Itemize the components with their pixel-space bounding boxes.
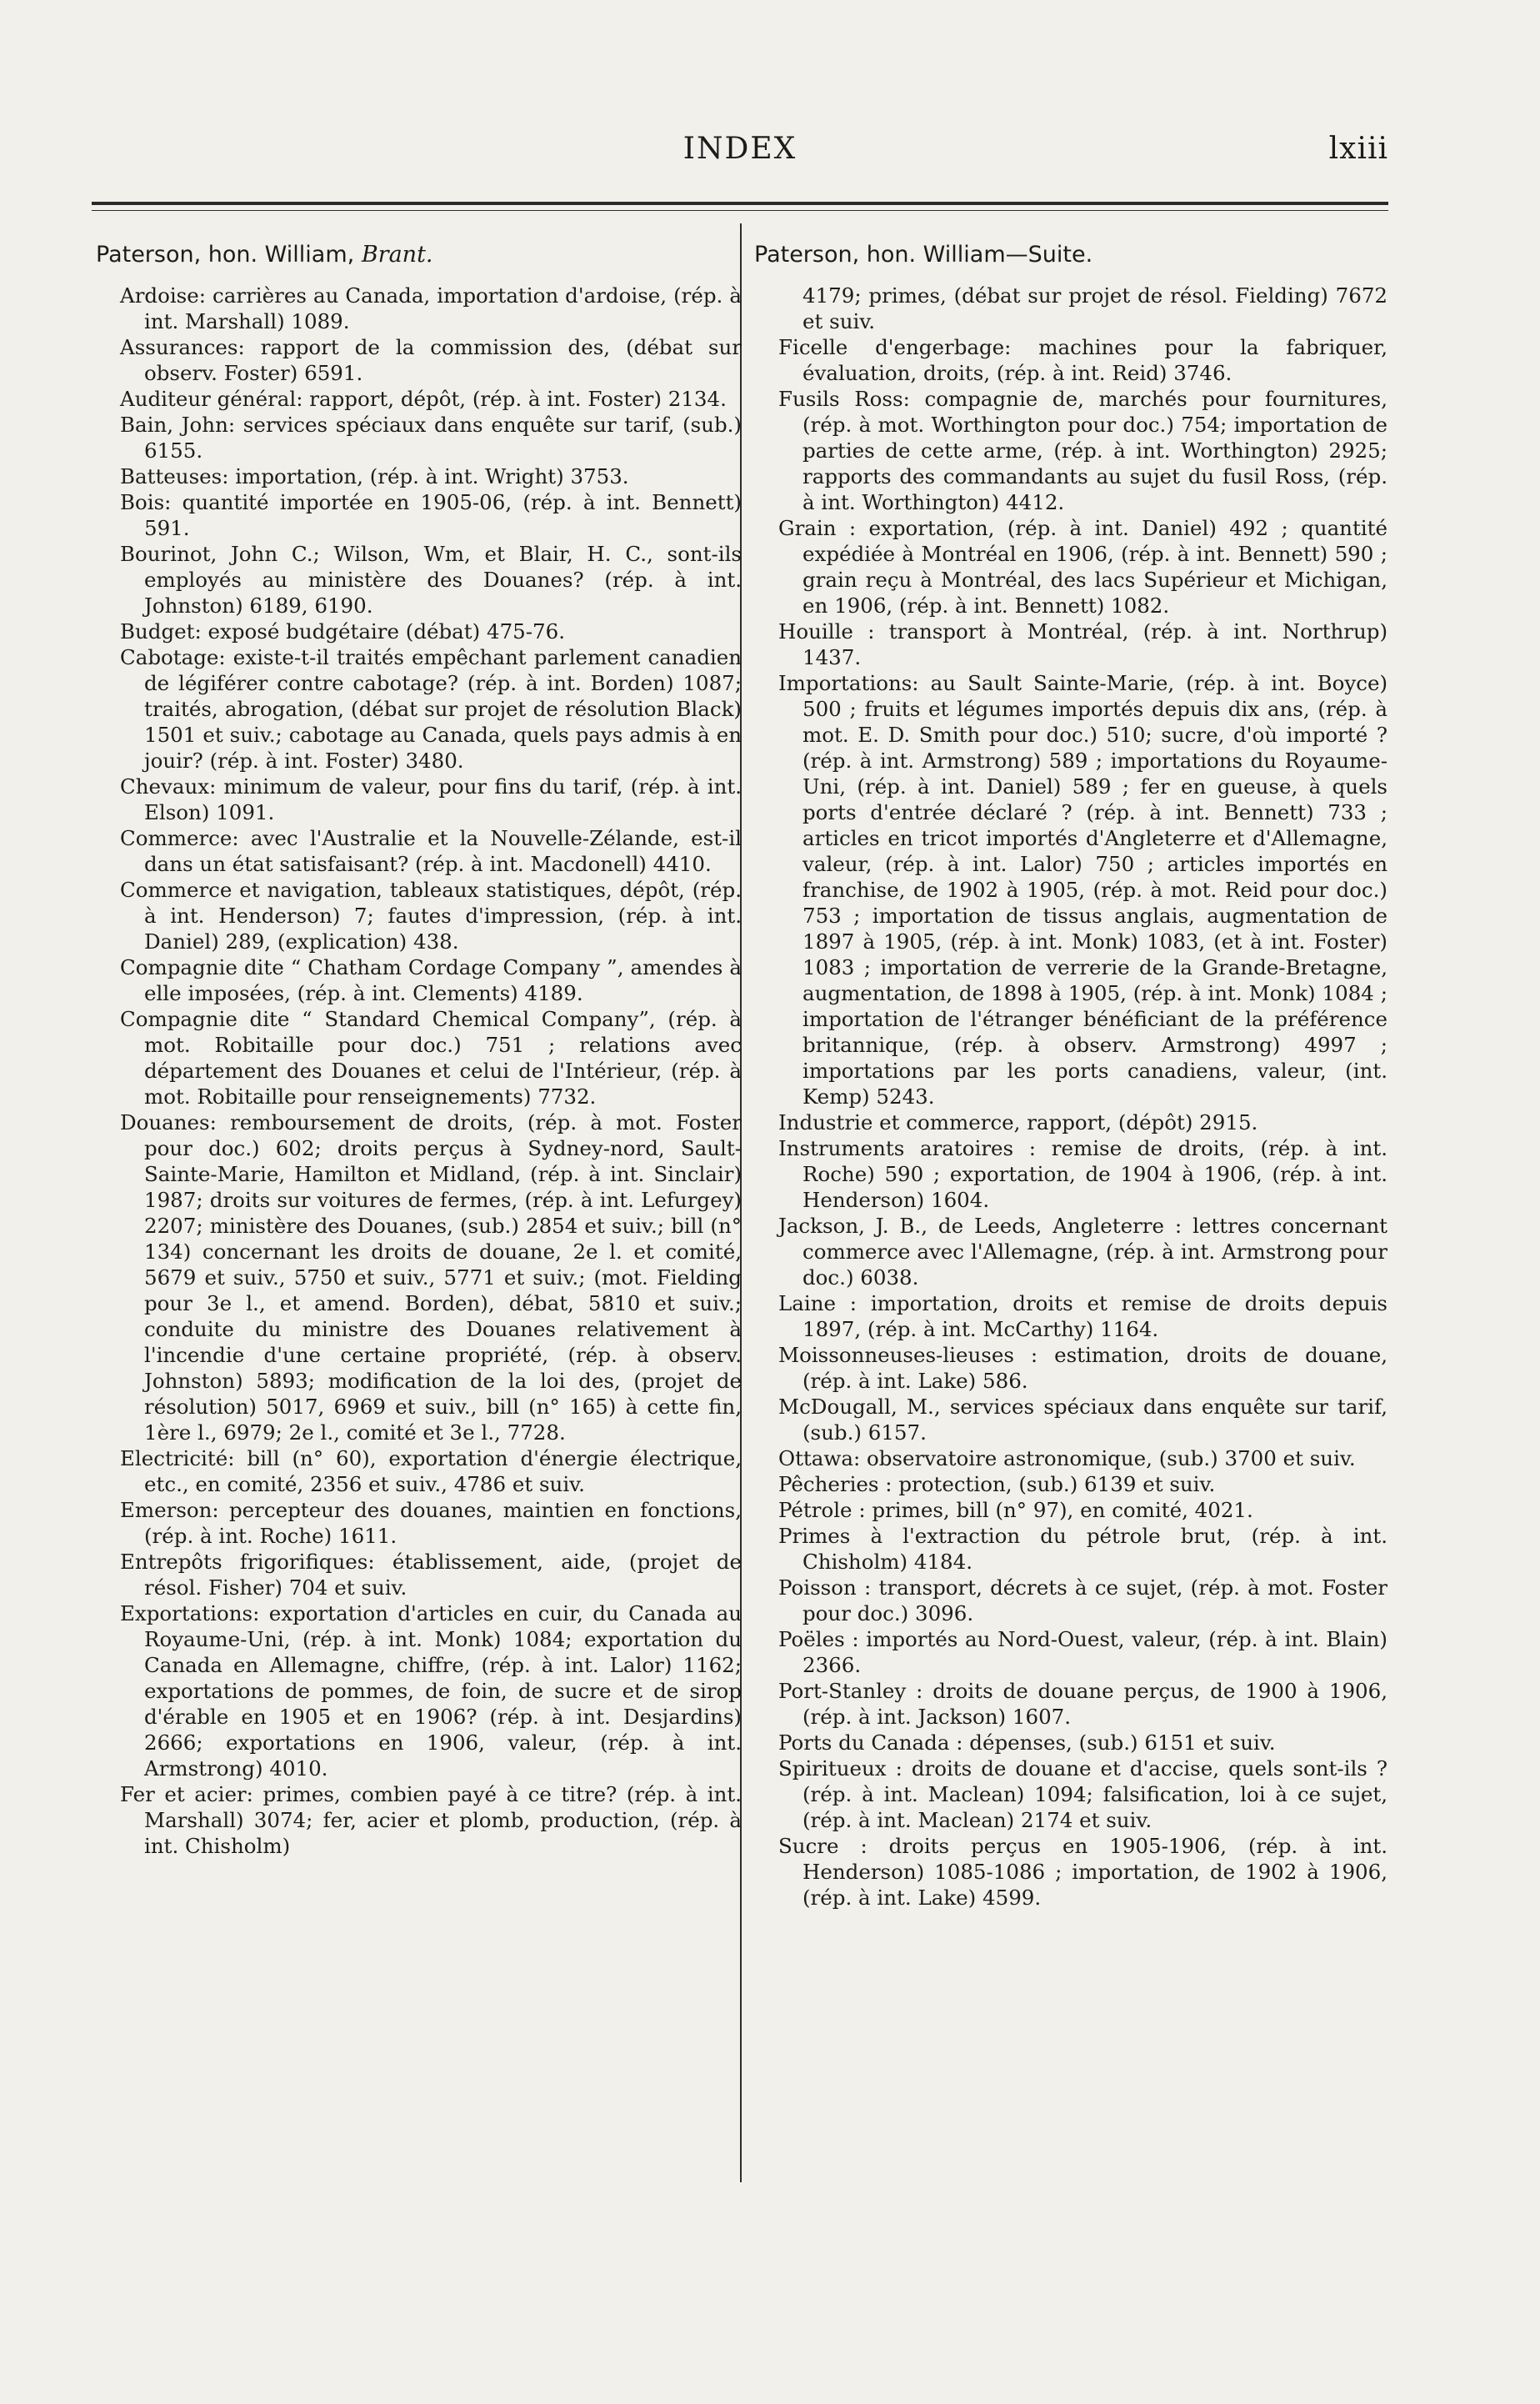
- index-entry: Compagnie dite “ Chatham Cordage Company ”, amendes à elle imposées, (rép. à int. Clements) 4189.: [120, 955, 742, 1005]
- right-column-heading: Paterson, hon. William—Suite.: [754, 242, 1093, 268]
- index-entry: Commerce: avec l'Australie et la Nouvelle-Zélande, est-il dans un état satisfaisant? (rép. à int. Macdonell) 4410.: [120, 826, 742, 876]
- index-entry: Electricité: bill (n° 60), exportation d'énergie électrique, etc., en comité, 2356 et suiv., 4786 et suiv.: [120, 1446, 742, 1496]
- heading-name: Paterson, hon. William,: [96, 242, 355, 268]
- index-entry: Douanes: remboursement de droits, (rép. à mot. Foster pour doc.) 602; droits perçus à Sydney-nord, Sault-Sainte-Marie, Hamilton et Midland, (rép. à int. Sinclair) 1987; droits sur voitures de fermes, (rép. à int. Lefurgey) 2207; ministère des Douanes, (sub.) 2854 et suiv.; bill (n° 134) concernant les droits de douane, 2e l. et comité, 5679 et suiv., 5750 et suiv., 5771 et suiv.; (mot. Fielding pour 3e l., et amend. Borden), débat, 5810 et suiv.; conduite du ministre des Douanes relativement à l'incendie d'une certaine propriété, (rép. à observ. Johnston) 5893; modification de la loi des, (projet de résolution) 5017, 6969 et suiv., bill (n° 165) à cette fin, 1ère l., 6979; 2e l., comité et 3e l., 7728.: [120, 1110, 742, 1445]
- index-entry: Pêcheries : protection, (sub.) 6139 et suiv.: [778, 1472, 1216, 1496]
- index-entry: Poisson : transport, décrets à ce sujet, (rép. à mot. Foster pour doc.) 3096.: [778, 1575, 1388, 1625]
- page-title: INDEX: [682, 132, 798, 166]
- continued-entry: 4179; primes, (débat sur projet de résol. Fielding) 7672 et suiv.: [802, 283, 1388, 333]
- index-entry: Bain, John: services spéciaux dans enquête sur tarif, (sub.) 6155.: [120, 413, 742, 463]
- index-entry: Ports du Canada : dépenses, (sub.) 6151 et suiv.: [778, 1730, 1276, 1755]
- header-rule-thick: [92, 202, 1388, 205]
- heading-place: Brant.: [361, 242, 433, 268]
- index-entry: Batteuses: importation, (rép. à int. Wright) 3753.: [120, 464, 629, 488]
- index-entry: Primes à l'extraction du pétrole brut, (rép. à int. Chisholm) 4184.: [778, 1524, 1388, 1574]
- index-entry: Houille : transport à Montréal, (rép. à int. Northrup) 1437.: [778, 619, 1388, 669]
- index-entry: Compagnie dite “ Standard Chemical Company”, (rép. à mot. Robitaille pour doc.) 751 ; relations avec département des Douanes et celui de l'Intérieur, (rép. à mot. Robitaille pour renseignements) 7732.: [120, 1007, 742, 1109]
- left-column-heading: [96, 242, 742, 268]
- index-entry: Fer et acier: primes, combien payé à ce titre? (rép. à int. Marshall) 3074; fer, acier et plomb, production, (rép. à int. Chisholm): [120, 1782, 742, 1858]
- index-entry: Bourinot, John C.; Wilson, Wm, et Blair, H. C., sont-ils employés au ministère des Douanes? (rép. à int. Johnston) 6189, 6190.: [120, 542, 742, 618]
- index-entry: Commerce et navigation, tableaux statistiques, dépôt, (rép. à int. Henderson) 7; fautes d'impression, (rép. à int. Daniel) 289, (explication) 438.: [120, 878, 742, 954]
- index-entry: Sucre : droits perçus en 1905-1906, (rép. à int. Henderson) 1085-1086 ; importation, de 1902 à 1906, (rép. à int. Lake) 4599.: [778, 1834, 1388, 1910]
- index-entry: Assurances: rapport de la commission des, (débat sur observ. Foster) 6591.: [120, 335, 742, 385]
- index-entry: Ficelle d'engerbage: machines pour la fabriquer, évaluation, droits, (rép. à int. Reid) 3746.: [778, 335, 1388, 385]
- index-entry: Instruments aratoires : remise de droits, (rép. à int. Roche) 590 ; exportation, de 1904 à 1906, (rép. à int. Henderson) 1604.: [778, 1136, 1388, 1212]
- index-entry: Emerson: percepteur des douanes, maintien en fonctions, (rép. à int. Roche) 1611.: [120, 1498, 742, 1548]
- index-entry: Ottawa: observatoire astronomique, (sub.) 3700 et suiv.: [778, 1446, 1356, 1470]
- index-entry: McDougall, M., services spéciaux dans enquête sur tarif, (sub.) 6157.: [778, 1395, 1388, 1445]
- index-entry: Industrie et commerce, rapport, (dépôt) 2915.: [778, 1110, 1258, 1134]
- index-entry: Poëles : importés au Nord-Ouest, valeur, (rép. à int. Blain) 2366.: [778, 1627, 1388, 1677]
- page-number: lxiii: [1328, 132, 1388, 166]
- index-entry: Cabotage: existe-t-il traités empêchant parlement canadien de légiférer contre cabotage? (rép. à int. Borden) 1087; traités, abrogation, (débat sur projet de résolution Black) 1501 et suiv.; cabotage au Canada, quels pays admis à en jouir? (rép. à int. Foster) 3480.: [120, 645, 742, 773]
- index-entry: Laine : importation, droits et remise de droits depuis 1897, (rép. à int. McCarthy) 1164.: [778, 1291, 1388, 1341]
- left-column: [96, 235, 742, 1859]
- index-entry: Auditeur général: rapport, dépôt, (rép. à int. Foster) 2134.: [120, 387, 727, 411]
- index-entry: Importations: au Sault Sainte-Marie, (rép. à int. Boyce) 500 ; fruits et légumes importés depuis dix ans, (rép. à mot. E. D. Smith pour doc.) 510; sucre, d'où importé ? (rép. à int. Armstrong) 589 ; importations du Royaume-Uni, (rép. à int. Daniel) 589 ; fer en gueuse, à quels ports d'entrée déclaré ? (rép. à int. Bennett) 733 ; articles en tricot importés d'Angleterre et d'Allemagne, valeur, (rép. à int. Lalor) 750 ; articles importés en franchise, de 1902 à 1905, (rép. à mot. Reid pour doc.) 753 ; importation de tissus anglais, augmentation de 1897 à 1905, (rép. à int. Monk) 1083, (et à int. Foster) 1083 ; importation de verrerie de la Grande-Bretagne, augmentation, de 1898 à 1905, (rép. à int. Monk) 1084 ; importation de l'étranger bénéficiant de la préférence britannique, (rép. à observ. Armstrong) 4997 ; importations par les ports canadiens, valeur, (int. Kemp) 5243.: [778, 671, 1388, 1109]
- index-entry: Grain : exportation, (rép. à int. Daniel) 492 ; quantité expédiée à Montréal en 1906, (rép. à int. Bennett) 590 ; grain reçu à Montréal, des lacs Supérieur et Michigan, en 1906, (rép. à int. Bennett) 1082.: [778, 516, 1388, 618]
- index-entry: Fusils Ross: compagnie de, marchés pour fournitures, (rép. à mot. Worthington pour doc.) 754; importation de parties de cette arme, (rép. à int. Worthington) 2925; rapports des commandants au sujet du fusil Ross, (rép. à int. Worthington) 4412.: [778, 387, 1388, 514]
- right-column: [754, 235, 1388, 1911]
- index-entry: Spiritueux : droits de douane et d'accise, quels sont-ils ? (rép. à int. Maclean) 1094; falsification, loi à ce sujet, (rép. à int. Maclean) 2174 et suiv.: [778, 1756, 1388, 1832]
- index-entry: Budget: exposé budgétaire (débat) 475-76.: [120, 619, 565, 644]
- index-entry: Chevaux: minimum de valeur, pour fins du tarif, (rép. à int. Elson) 1091.: [120, 774, 742, 824]
- index-entry: Bois: quantité importée en 1905-06, (rép. à int. Bennett) 591.: [120, 490, 742, 540]
- left-entry-list: [96, 283, 742, 1859]
- index-entry: Jackson, J. B., de Leeds, Angleterre : lettres concernant commerce avec l'Allemagne, (rép. à int. Armstrong pour doc.) 6038.: [778, 1214, 1388, 1290]
- index-entry: Ardoise: carrières au Canada, importation d'ardoise, (rép. à int. Marshall) 1089.: [120, 283, 742, 333]
- running-head: [92, 132, 1388, 173]
- index-entry: Entrepôts frigorifiques: établissement, aide, (projet de résol. Fisher) 704 et suiv.: [120, 1550, 742, 1600]
- index-entry: Moissonneuses-lieuses : estimation, droits de douane, (rép. à int. Lake) 586.: [778, 1343, 1388, 1393]
- index-entry: Port-Stanley : droits de douane perçus, de 1900 à 1906, (rép. à int. Jackson) 1607.: [778, 1679, 1388, 1729]
- index-entry: Exportations: exportation d'articles en cuir, du Canada au Royaume-Uni, (rép. à int. Monk) 1084; exportation du Canada en Allemagne, chiffre, (rép. à int. Lalor) 1162; exportations de pommes, de foin, de sucre et de sirop d'érable en 1905 et en 1906? (rép. à int. Desjardins) 2666; exportations en 1906, valeur, (rép. à int. Armstrong) 4010.: [120, 1601, 742, 1780]
- index-entry: Pétrole : primes, bill (n° 97), en comité, 4021.: [778, 1498, 1253, 1522]
- right-entry-list: [754, 334, 1388, 1911]
- header-rule-thin: [92, 210, 1388, 211]
